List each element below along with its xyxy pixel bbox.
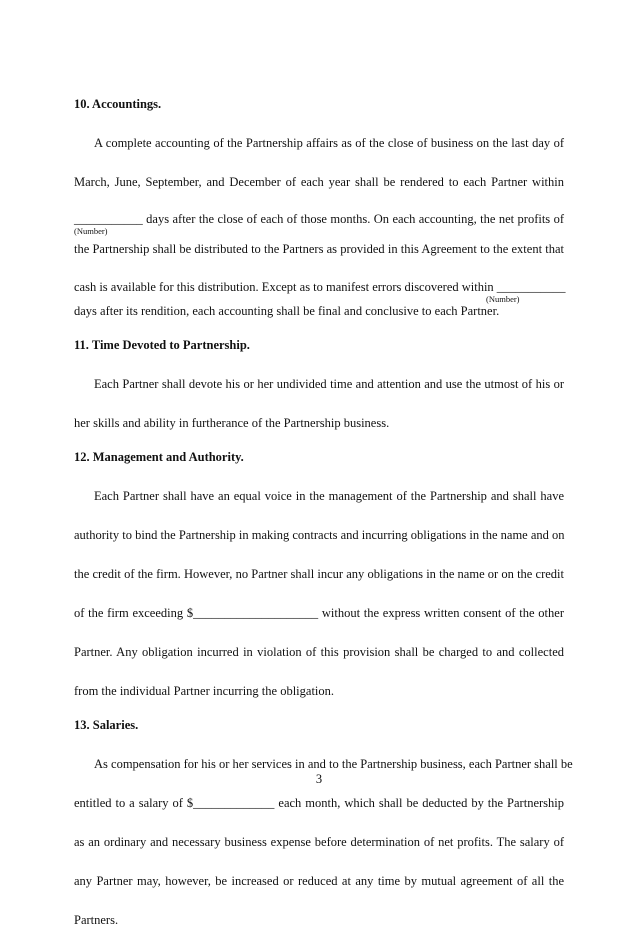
paragraph-line: her skills and ability in furtherance of the Partnership business. — [74, 416, 390, 430]
paragraph-line: as an ordinary and necessary business expense before determination of net profits. The salary of — [74, 835, 564, 849]
paragraph-line: any Partner may, however, be increased or reduced at any time by mutual agreement of all the — [74, 874, 564, 888]
page-number: 3 — [315, 772, 323, 786]
section-management-authority — [74, 449, 564, 699]
paragraph-line: Partners. — [74, 913, 119, 927]
section-heading: 12. Management and Authority. — [74, 450, 244, 464]
section-heading: 11. Time Devoted to Partnership. — [74, 338, 250, 352]
paragraph-line: the Partnership shall be distributed to the Partners as provided in this Agreement to the extent that — [74, 242, 564, 256]
paragraph-line: cash is available for this distribution. Except as to manifest errors discovered within ___________ — [74, 280, 566, 294]
paragraph-line: entitled to a salary of $_____________ each month, which shall be deducted by the Partnership — [74, 796, 564, 810]
number-annotation: (Number) — [74, 226, 108, 236]
section-accountings — [74, 96, 564, 319]
document-page — [74, 96, 573, 928]
paragraph-line: days after its rendition, each accounting shall be final and conclusive to each Partner. — [74, 304, 500, 318]
paragraph-line: A complete accounting of the Partnership affairs as of the close of business on the last day of — [94, 136, 564, 150]
section-heading: 10. Accountings. — [74, 97, 162, 111]
section-heading: 13. Salaries. — [74, 718, 139, 732]
paragraph-line: the credit of the firm. However, no Partner shall incur any obligations in the name or on the credit — [74, 567, 564, 581]
paragraph-line: March, June, September, and December of each year shall be rendered to each Partner within — [74, 175, 564, 189]
number-annotation: (Number) — [486, 294, 520, 304]
section-salaries — [74, 717, 573, 928]
paragraph-line: Each Partner shall have an equal voice in the management of the Partnership and shall have — [94, 489, 564, 503]
paragraph-line: Partner. Any obligation incurred in violation of this provision shall be charged to and collected — [74, 645, 564, 659]
paragraph-line: Each Partner shall devote his or her undivided time and attention and use the utmost of his or — [94, 377, 564, 391]
section-time-devoted — [74, 337, 564, 431]
paragraph-line: of the firm exceeding $____________________ without the express written consent of the other — [74, 606, 564, 620]
paragraph-line: from the individual Partner incurring the obligation. — [74, 684, 335, 698]
paragraph-line: authority to bind the Partnership in making contracts and incurring obligations in the name and on — [74, 528, 565, 542]
paragraph-line: As compensation for his or her services in and to the Partnership business, each Partner shall be — [94, 757, 573, 771]
paragraph-line: ___________ days after the close of each of those months. On each accounting, the net profits of — [74, 212, 564, 226]
